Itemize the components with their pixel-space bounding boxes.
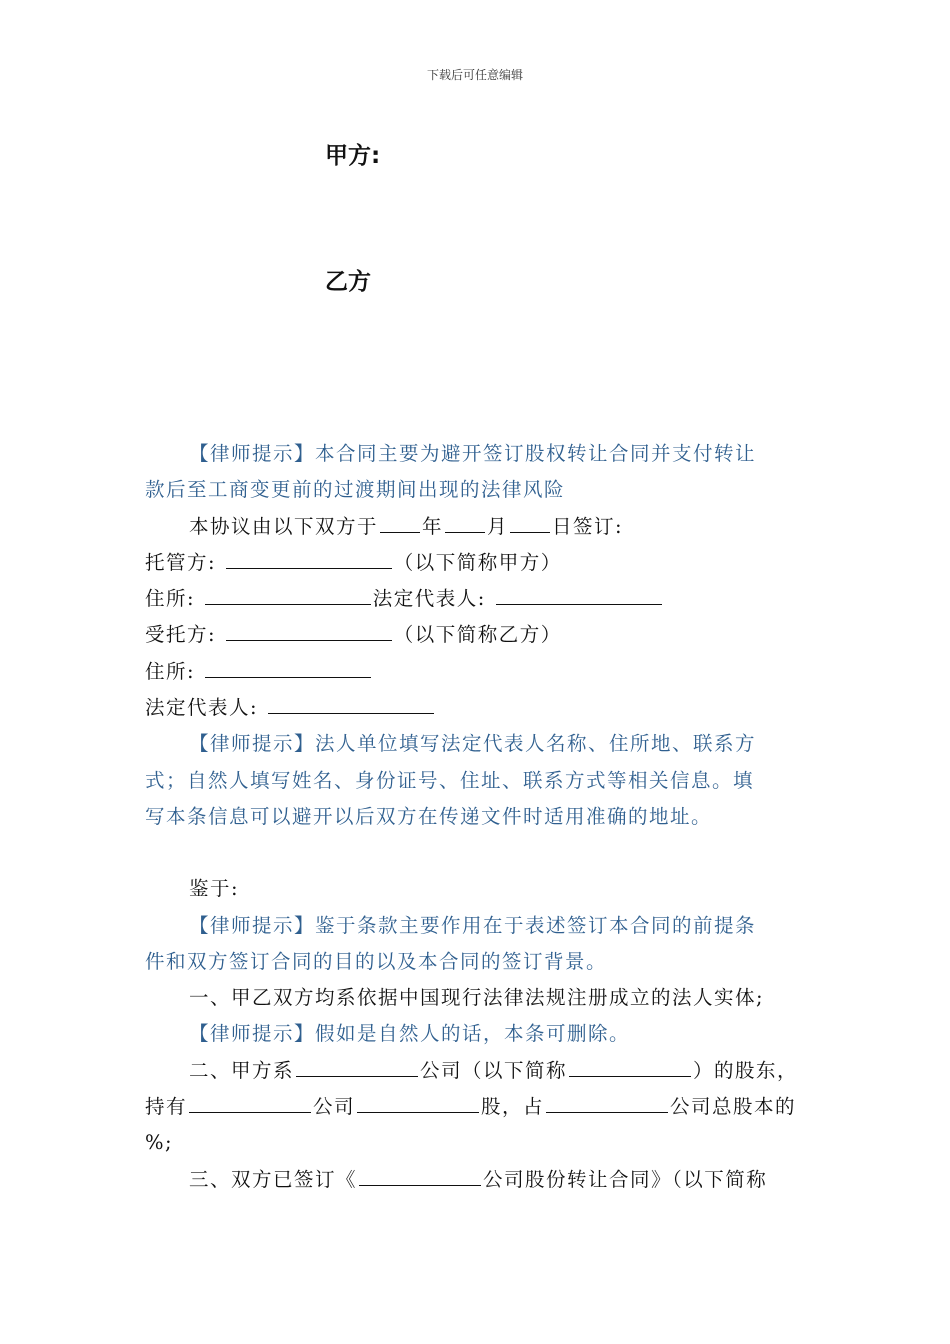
address-label: 住所: (145, 659, 196, 683)
day-blank[interactable] (510, 510, 550, 533)
trustee-label: 受托方: (145, 623, 217, 647)
lawyer-tip-2-line-1: 【律师提示】法人单位填写法定代表人名称、住所地、联系方 (189, 732, 757, 756)
lawyer-tip-3-line-1: 【律师提示】鉴于条款主要作用在于表述签订本合同的前提条 (189, 913, 757, 937)
clause-2-text-c: ）的股东， (693, 1058, 799, 1082)
clause-2-line-3: %; (145, 1131, 174, 1155)
clause-2-line-2 (145, 1089, 810, 1125)
lawyer-tip-2-line-3: 写本条信息可以避开以后双方在传递文件时适用准确的地址。 (145, 804, 713, 828)
clause-2-text-b: 公司（以下简称 (420, 1058, 568, 1082)
trustee-address-blank[interactable] (205, 655, 371, 678)
signing-date-prefix: 本协议由以下双方于 (189, 514, 379, 538)
clause-3-line-1 (145, 1162, 810, 1198)
trustor-address-line (145, 581, 810, 617)
shares-count-blank[interactable] (357, 1090, 479, 1113)
legal-rep-label: 法定代表人: (145, 696, 259, 720)
lawyer-tip-4: 【律师提示】假如是自然人的话，本条可删除。 (189, 1022, 631, 1046)
trustee-address-line (145, 654, 810, 690)
clause-2-text-d: 持有 (145, 1095, 188, 1119)
year-label: 年 (422, 514, 444, 538)
clause-3-text-a: 三、双方已签订《 (189, 1167, 358, 1191)
trustor-label: 托管方: (145, 550, 217, 574)
trustee-legal-rep-line (145, 690, 810, 726)
whereas-heading: 鉴于: (189, 877, 240, 901)
trustee-blank[interactable] (226, 618, 392, 641)
contract-body (145, 436, 810, 1198)
trustor-address-blank[interactable] (205, 582, 371, 605)
shareholder-company-blank[interactable] (296, 1054, 418, 1077)
month-label: 月 (487, 514, 509, 538)
clause-2-text-g: 公司总股本的 (670, 1095, 797, 1119)
party-a-label: 甲方: (325, 143, 381, 169)
trustor-line (145, 545, 810, 581)
lawyer-tip-2-line-2: 式；自然人填写姓名、身份证号、住址、联系方式等相关信息。填 (145, 768, 755, 792)
trustor-blank[interactable] (226, 546, 392, 569)
clause-2-text-f: 股，占 (481, 1095, 545, 1119)
trustee-note: （以下简称乙方） (393, 623, 562, 647)
trustee-legal-rep-blank[interactable] (268, 691, 434, 714)
month-blank[interactable] (445, 510, 485, 533)
clause-2-text-e: 公司 (313, 1095, 356, 1119)
held-company-blank[interactable] (189, 1090, 311, 1113)
legal-rep-label: 法定代表人: (372, 587, 486, 611)
day-label: 日签订: (552, 514, 624, 538)
address-label: 住所: (145, 587, 196, 611)
lawyer-tip-1-line-2: 款后至工商变更前的过渡期间出现的法律风险 (145, 478, 566, 502)
clause-2-line-1 (145, 1053, 810, 1089)
clause-3-text-b: 公司股份转让合同》（以下简称 (483, 1167, 768, 1191)
party-b-label: 乙方 (325, 269, 371, 295)
lawyer-tip-1-line-1: 【律师提示】本合同主要为避开签订股权转让合同并支付转让 (189, 442, 757, 465)
clause-1: 一、甲乙双方均系依据中国现行法律法规注册成立的法人实体; (189, 986, 765, 1010)
lawyer-tip-3-line-2: 件和双方签订合同的目的以及本合同的签订背景。 (145, 949, 608, 973)
share-company-blank[interactable] (546, 1090, 668, 1113)
signing-date-line (145, 509, 810, 545)
transfer-company-blank[interactable] (359, 1163, 481, 1186)
page-header-note: 下载后可任意编辑 (426, 68, 523, 82)
trustee-line (145, 617, 810, 653)
year-blank[interactable] (380, 510, 420, 533)
company-short-name-blank[interactable] (569, 1054, 691, 1077)
paragraph-gap (145, 835, 810, 871)
clause-2-text-a: 二、甲方系 (189, 1058, 295, 1082)
trustor-note: （以下简称甲方） (393, 550, 562, 574)
trustor-legal-rep-blank[interactable] (496, 582, 662, 605)
